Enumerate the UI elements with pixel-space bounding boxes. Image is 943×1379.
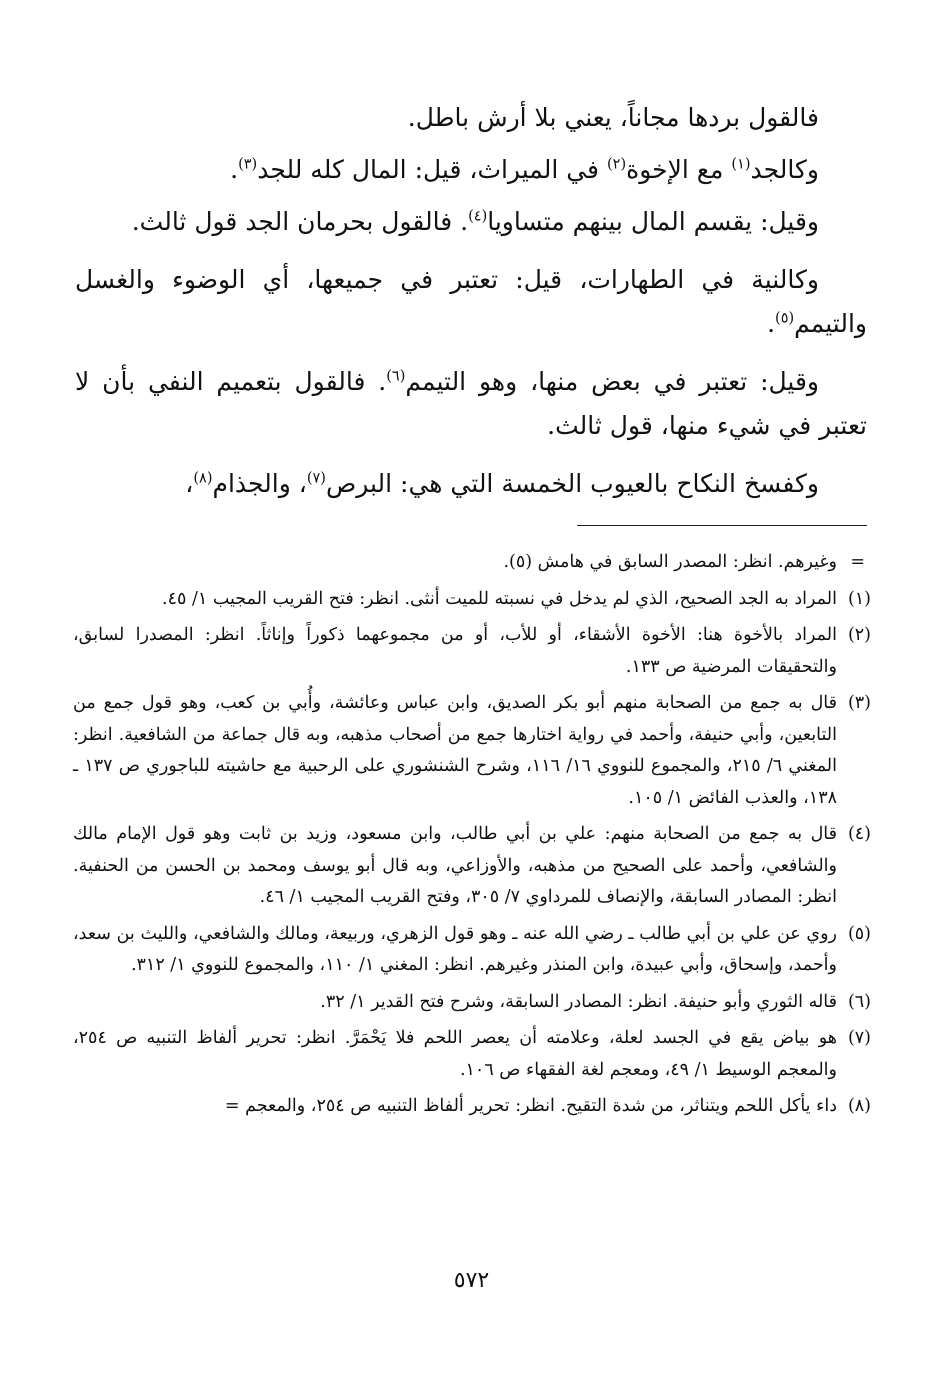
footnote-ref[interactable]: (٨) <box>193 470 213 487</box>
footnote-text: المراد به الجد الصحيح، الذي لم يدخل في نسبته للميت أنثى. انظر: فتح القريب المجيب ١/ ٤٥. <box>162 588 837 609</box>
footnote-text: قال به جمع من الصحابة منهم: علي بن أبي طالب، وابن مسعود، وزيد بن ثابت وهو قول الإمام مالك والشافعي، وأحمد على الصحيح من مذهبه، والأوزاعي، وبه قال أبو يوسف ومحمد بن الحسن من الحنفية. انظر: المصادر السابقة، والإنصاف للمرداوي ٧/ ٣٠٥، وفتح القريب المجيب ١/ ٤٦. <box>73 824 837 907</box>
footnote-number: (١) <box>847 588 871 609</box>
footnote-ref[interactable]: (٤) <box>468 208 488 225</box>
footnote-number: = <box>850 552 865 572</box>
footnote-3 <box>73 688 871 814</box>
footnote-number: (٦) <box>847 991 871 1012</box>
footnote-8 <box>73 1091 871 1123</box>
footnote-separator <box>577 525 867 526</box>
main-paragraph: وكفسخ النكاح بالعيوب الخمسة التي هي: البرص$^{(٧)}$، والجذام$^{(٨)}$، <box>185 469 819 498</box>
footnote-text: قاله الثوري وأبو حنيفة. انظر: المصادر السابقة، وشرح فتح القدير ١/ ٣٢. <box>320 991 837 1012</box>
footnote-number: (٥) <box>847 923 871 944</box>
main-paragraph: وكالنية في الطهارات، قيل: تعتبر في جميعها، أي الوضوء والغسل والتيمم$^{(٥)}$. <box>75 265 867 338</box>
main-text <box>75 96 867 506</box>
footnote-number: (٨) <box>847 1096 871 1116</box>
main-paragraph: وقيل: يقسم المال بينهم متساويا$^{(٤)}$. فالقول بحرمان الجد قول ثالث. <box>131 207 819 236</box>
footnote-2 <box>73 620 871 683</box>
footnote-text: قال به جمع من الصحابة منهم أبو بكر الصديق، وابن عباس وعائشة، وأُبي بن كعب، وهو قول جمع من التابعين، وأبي حنيفة، وأحمد في رواية اختارها جمع من أصحاب مذهبه، وبه قال جماعة من الشافعية. انظر: المغني ٦/ ٢١٥، والمجموع للنووي ١٦/ ١١٦، وشرح الشنشوري على الرحبية مع حاشيته للباجوري ص ١٣٧ ـ ١٣٨، والعذب الفائض ١/ ١٠٥. <box>73 693 837 808</box>
footnote-4 <box>73 819 871 914</box>
footnote-continuation <box>73 547 871 579</box>
footnote-5 <box>73 919 871 982</box>
footnote-7 <box>73 1023 871 1086</box>
footnote-6 <box>73 987 871 1019</box>
footnote-1 <box>73 584 871 616</box>
page-number: ٥٧٢ <box>453 1268 490 1293</box>
footnote-ref[interactable]: (١) <box>731 156 751 173</box>
footnote-text: داء يأكل اللحم ويتناثر، من شدة التقيح. انظر: تحرير ألفاظ التنبيه ص ٢٥٤، والمعجم = <box>224 1096 837 1116</box>
footnote-ref[interactable]: (٥) <box>775 310 795 327</box>
footnote-text: وغيرهم. انظر: المصدر السابق في هامش (٥). <box>503 552 837 572</box>
main-paragraph: وكالجد$^{(١)}$ مع الإخوة$^{(٢)}$ في الميراث، قيل: المال كله للجد$^{(٣)}$. <box>230 155 819 184</box>
main-paragraph: وقيل: تعتبر في بعض منها، وهو التيمم$^{(٦)}$. فالقول بتعميم النفي بأن لا تعتبر في شيء منها، قول ثالث. <box>75 367 867 440</box>
footnote-ref[interactable]: (٣) <box>238 156 258 173</box>
footnote-ref[interactable]: (٢) <box>606 156 627 173</box>
footnote-number: (٢) <box>847 625 871 645</box>
footnote-number: (٤) <box>847 824 871 844</box>
footnotes-section <box>73 547 871 1123</box>
footnote-number: (٧) <box>847 1028 871 1048</box>
footnote-text: هو بياض يقع في الجسد لعلة، وعلامته أن يعصر اللحم فلا يَحْمَرَّ. انظر: تحرير ألفاظ التنبيه ص ٢٥٤، والمعجم الوسيط ١/ ٤٩، ومعجم لغة الفقهاء ص ١٠٦. <box>73 1028 837 1080</box>
footnote-ref[interactable]: (٧) <box>306 470 326 487</box>
footnote-number: (٣) <box>847 693 871 713</box>
footnote-ref[interactable]: (٦) <box>386 368 406 385</box>
main-paragraph: فالقول بردها مجاناً، يعني بلا أرش باطل. <box>407 103 819 132</box>
footnote-text: روي عن علي بن أبي طالب ـ رضي الله عنه ـ وهو قول الزهري، وربيعة، ومالك والشافعي، والليث بن سعد، وأحمد، وإسحاق، وأبي عبيدة، وابن المنذر وغيرهم. انظر: المغني ١/ ١١٠، والمجموع للنووي ١/ ٣١٢. <box>73 923 837 975</box>
footnote-text: المراد بالأخوة هنا: الأخوة الأشقاء، أو للأب، أو من مجموعهما ذكوراً وإناثاً. انظر: المصدرا لسابق، والتحقيقات المرضية ص ١٣٣. <box>73 625 837 677</box>
